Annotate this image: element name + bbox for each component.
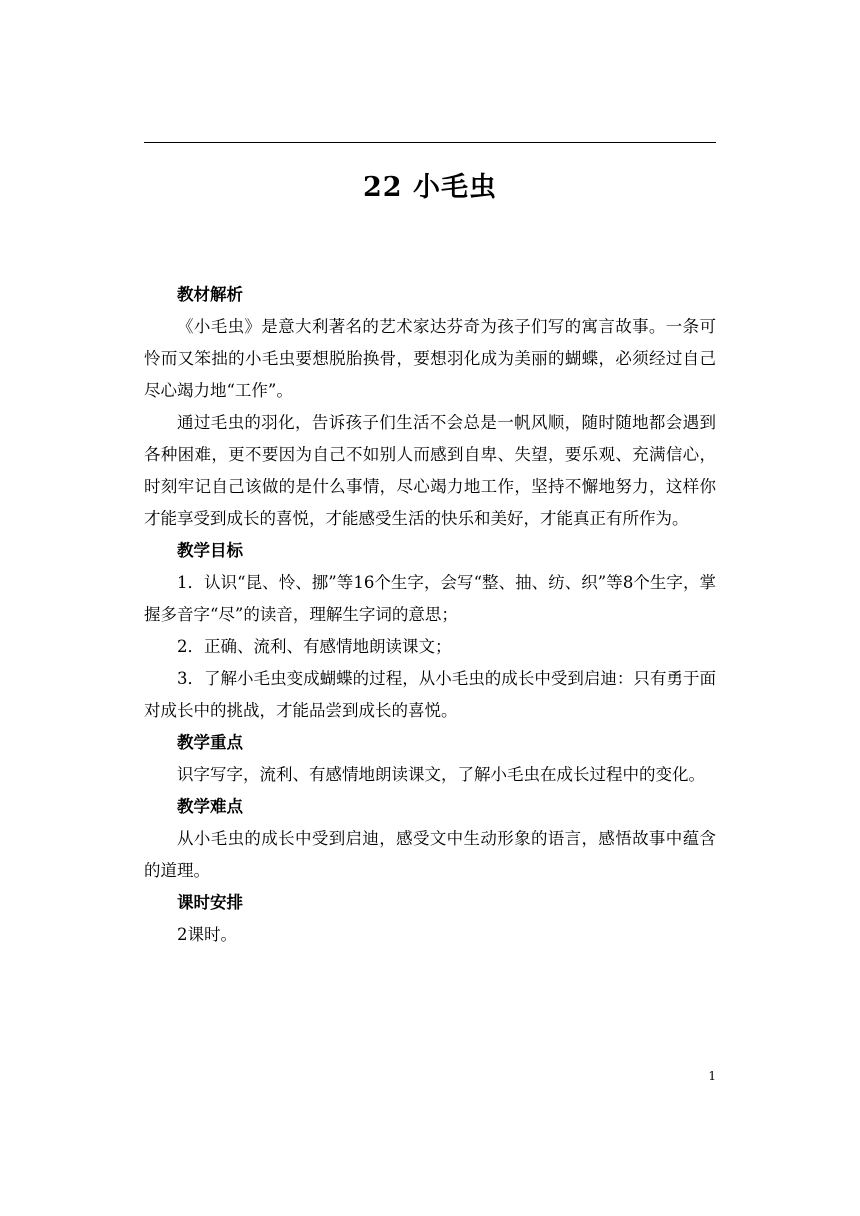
header-rule — [144, 142, 716, 143]
section-heading: 教材解析 — [177, 285, 243, 304]
document-title: 22 小毛虫 — [363, 172, 497, 203]
paragraph: 3．了解小毛虫变成蝴蝶的过程，从小毛虫的成长中受到启迪：只有勇于面对成长中的挑战，才能品尝到成长的喜悦。 — [144, 669, 716, 720]
section-heading: 教学重点 — [177, 733, 243, 752]
section-heading: 教学目标 — [177, 541, 243, 560]
paragraph: 通过毛虫的羽化，告诉孩子们生活不会总是一帆风顺，随时随地都会遇到各种困难，更不要因为自己不如别人而感到自卑、失望，要乐观、充满信心，时刻牢记自己该做的是什么事情，尽心竭力地工作，坚持不懈地努力，这样你才能享受到成长的喜悦，才能感受生活的快乐和美好，才能真正有所作为。 — [144, 413, 716, 528]
paragraph: 识字写字，流利、有感情地朗读课文，了解小毛虫在成长过程中的变化。 — [177, 765, 705, 784]
section-heading: 教学难点 — [177, 797, 243, 816]
section-difficult-points — [144, 791, 716, 887]
paragraph: 2．正确、流利、有感情地朗读课文； — [177, 637, 452, 656]
section-textbook-analysis — [144, 279, 716, 535]
section-teaching-goals — [144, 535, 716, 727]
paragraph: 1．认识“昆、怜、挪”等16个生字，会写“整、抽、纺、织”等8个生字，掌握多音字“尽”的读音，理解生字词的意思； — [144, 573, 716, 624]
page-number: 1 — [708, 1069, 716, 1083]
section-key-points — [144, 727, 716, 791]
paragraph: 《小毛虫》是意大利著名的艺术家达芬奇为孩子们写的寓言故事。一条可怜而又笨拙的小毛虫要想脱胎换骨，要想羽化成为美丽的蝴蝶，必须经过自己尽心竭力地“工作”。 — [144, 317, 716, 400]
section-schedule — [144, 887, 716, 951]
section-heading: 课时安排 — [177, 893, 243, 912]
document-body — [144, 279, 716, 951]
paragraph: 从小毛虫的成长中受到启迪，感受文中生动形象的语言，感悟故事中蕴含的道理。 — [144, 829, 716, 880]
paragraph: 2课时。 — [177, 925, 237, 944]
